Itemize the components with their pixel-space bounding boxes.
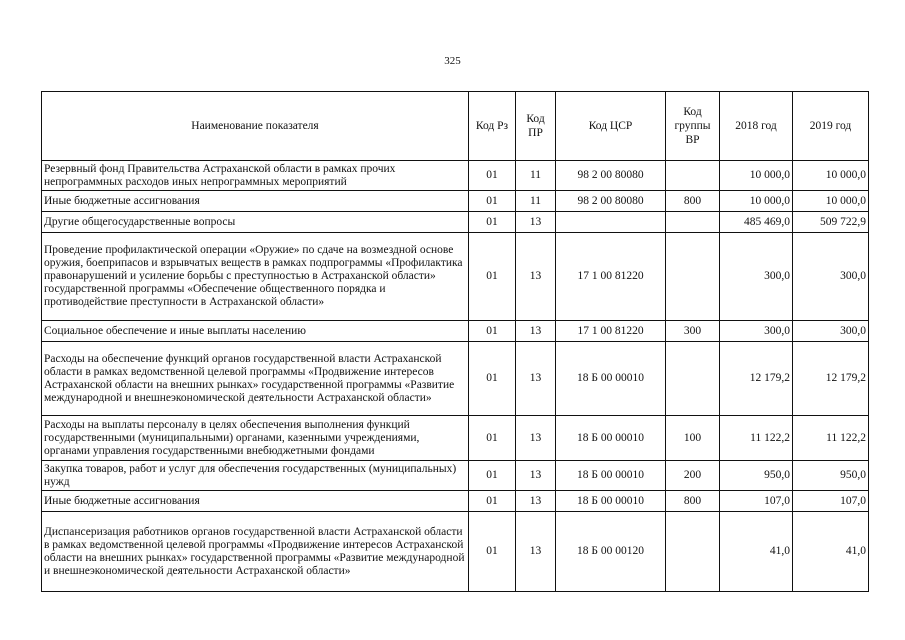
row-2019: 10 000,0 — [793, 191, 869, 212]
row-vr — [666, 512, 720, 592]
row-rz: 01 — [469, 321, 516, 342]
row-rz: 01 — [469, 342, 516, 416]
row-2018: 950,0 — [720, 461, 793, 491]
row-csr — [556, 212, 666, 233]
row-name: Резервный фонд Правительства Астраханской области в рамках прочих непрограммных расходов иных непрограммных мероприятий — [42, 161, 469, 191]
header-vr: Код группы ВР — [666, 92, 720, 161]
row-csr: 18 Б 00 00120 — [556, 512, 666, 592]
row-name: Иные бюджетные ассигнования — [42, 491, 469, 512]
row-rz: 01 — [469, 491, 516, 512]
row-csr: 18 Б 00 00010 — [556, 342, 666, 416]
row-pr: 11 — [516, 161, 556, 191]
row-rz: 01 — [469, 212, 516, 233]
row-rz: 01 — [469, 416, 516, 461]
row-2019: 107,0 — [793, 491, 869, 512]
row-pr: 13 — [516, 461, 556, 491]
row-pr: 11 — [516, 191, 556, 212]
row-name: Проведение профилактической операции «Оружие» по сдаче на возмездной основе оружия, боеприпасов и взрывчатых веществ в рамках подпрограммы «Профилактика правонарушений и усиление борьбы с преступностью в Астраханской области» государственной программы «Обеспечение общественного порядка и противодействие преступности в Астраханской области» — [42, 233, 469, 321]
header-2018: 2018 год — [720, 92, 793, 161]
table-header-row — [42, 92, 869, 161]
row-name: Расходы на выплаты персоналу в целях обеспечения выполнения функций государственными (муниципальными) органами, казенными учреждениями, органами управления государственными внебюджетными фондами — [42, 416, 469, 461]
row-2018: 107,0 — [720, 491, 793, 512]
row-name: Расходы на обеспечение функций органов государственной власти Астраханской области в рамках ведомственной целевой программы «Продвижение интересов Астраханской области на внешних рынках» государственной программы «Развитие международной и внешнеэкономической деятельности Астраханской области» — [42, 342, 469, 416]
header-pr: Код ПР — [516, 92, 556, 161]
row-name: Иные бюджетные ассигнования — [42, 191, 469, 212]
table-row — [42, 461, 869, 491]
header-csr: Код ЦСР — [556, 92, 666, 161]
header-name: Наименование показателя — [42, 92, 469, 161]
row-csr: 18 Б 00 00010 — [556, 491, 666, 512]
row-2018: 300,0 — [720, 233, 793, 321]
row-rz: 01 — [469, 512, 516, 592]
row-pr: 13 — [516, 321, 556, 342]
row-name: Закупка товаров, работ и услуг для обеспечения государственных (муниципальных) нужд — [42, 461, 469, 491]
row-pr: 13 — [516, 416, 556, 461]
row-vr: 200 — [666, 461, 720, 491]
table-row — [42, 161, 869, 191]
row-2019: 509 722,9 — [793, 212, 869, 233]
row-2019: 300,0 — [793, 233, 869, 321]
row-pr: 13 — [516, 212, 556, 233]
row-csr: 17 1 00 81220 — [556, 233, 666, 321]
row-csr: 98 2 00 80080 — [556, 191, 666, 212]
row-csr: 17 1 00 81220 — [556, 321, 666, 342]
row-rz: 01 — [469, 461, 516, 491]
row-2019: 300,0 — [793, 321, 869, 342]
header-rz: Код Рз — [469, 92, 516, 161]
row-rz: 01 — [469, 191, 516, 212]
row-pr: 13 — [516, 342, 556, 416]
row-vr — [666, 233, 720, 321]
row-name: Другие общегосударственные вопросы — [42, 212, 469, 233]
header-2019: 2019 год — [793, 92, 869, 161]
table-row — [42, 491, 869, 512]
row-vr: 300 — [666, 321, 720, 342]
row-2019: 41,0 — [793, 512, 869, 592]
row-2018: 485 469,0 — [720, 212, 793, 233]
row-vr: 800 — [666, 191, 720, 212]
row-2019: 12 179,2 — [793, 342, 869, 416]
row-2019: 10 000,0 — [793, 161, 869, 191]
row-pr: 13 — [516, 233, 556, 321]
row-rz: 01 — [469, 233, 516, 321]
row-rz: 01 — [469, 161, 516, 191]
table-row — [42, 233, 869, 321]
row-2019: 11 122,2 — [793, 416, 869, 461]
row-name: Диспансеризация работников органов государственной власти Астраханской области в рамках ведомственной целевой программы «Продвижение интересов Астраханской области на внешних рынках» государственной программы «Развитие международной и внешнеэкономической деятельности Астраханской области» — [42, 512, 469, 592]
table-row — [42, 416, 869, 461]
row-vr — [666, 161, 720, 191]
row-pr: 13 — [516, 512, 556, 592]
table-row — [42, 342, 869, 416]
row-2018: 300,0 — [720, 321, 793, 342]
table-row — [42, 212, 869, 233]
row-2018: 11 122,2 — [720, 416, 793, 461]
row-2018: 12 179,2 — [720, 342, 793, 416]
table-row — [42, 191, 869, 212]
row-csr: 18 Б 00 00010 — [556, 416, 666, 461]
row-2018: 10 000,0 — [720, 161, 793, 191]
row-2019: 950,0 — [793, 461, 869, 491]
row-name: Социальное обеспечение и иные выплаты населению — [42, 321, 469, 342]
page-number: 325 — [444, 55, 461, 67]
row-vr — [666, 342, 720, 416]
row-vr: 800 — [666, 491, 720, 512]
row-vr: 100 — [666, 416, 720, 461]
table-row — [42, 512, 869, 592]
budget-table — [41, 91, 869, 592]
row-csr: 98 2 00 80080 — [556, 161, 666, 191]
row-2018: 10 000,0 — [720, 191, 793, 212]
table-row — [42, 321, 869, 342]
row-csr: 18 Б 00 00010 — [556, 461, 666, 491]
row-pr: 13 — [516, 491, 556, 512]
row-vr — [666, 212, 720, 233]
row-2018: 41,0 — [720, 512, 793, 592]
